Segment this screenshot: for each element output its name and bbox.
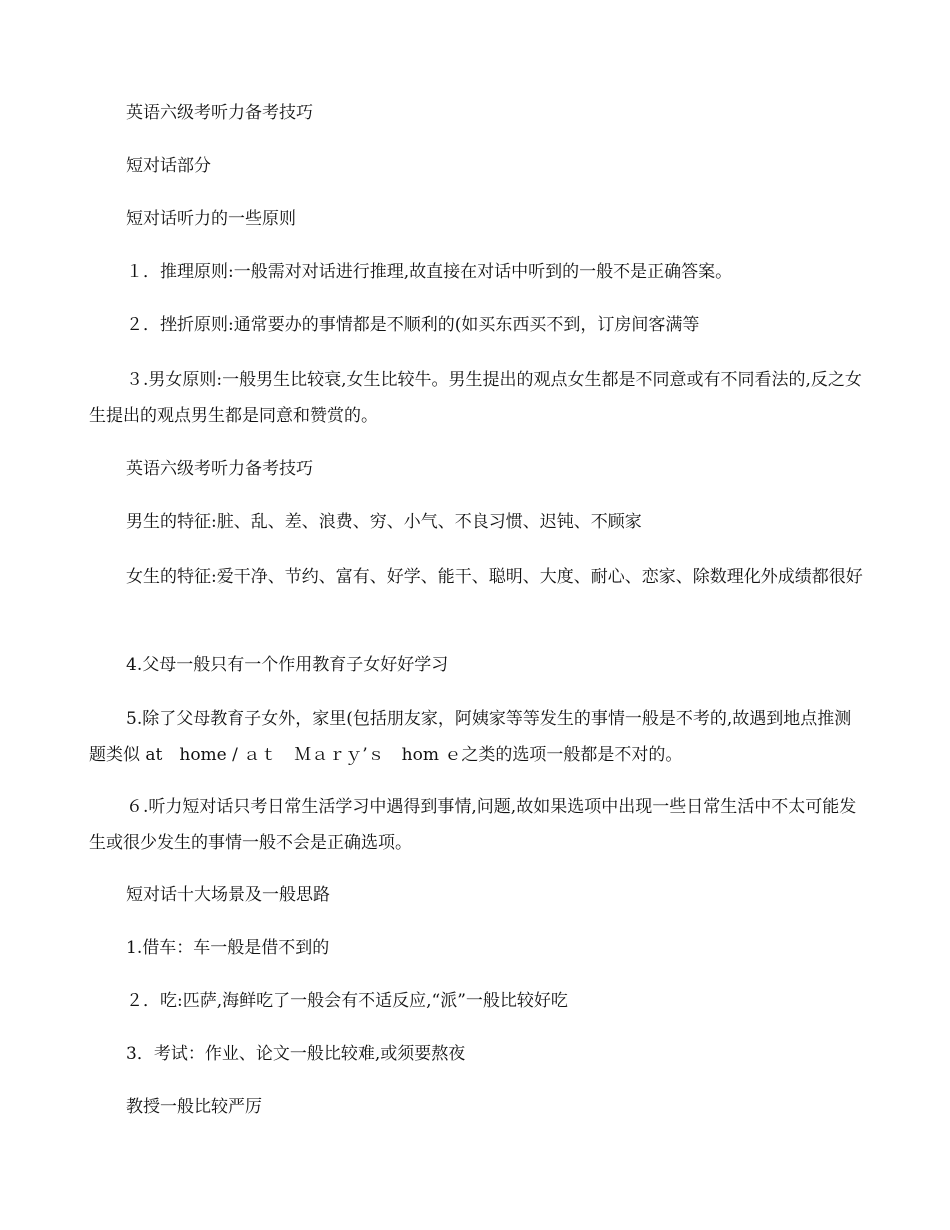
paragraph: ６.听力短对话只考日常生活学习中遇得到事情,问题,故如果选项中出现一些日常生活中不太可能发生或很少发生的事情一般不会是正确选项。 <box>89 797 857 853</box>
paragraph: ３.男女原则:一般男生比较衰,女生比较牛。男生提出的观点女生都是不同意或有不同看法的,反之女生提出的观点男生都是同意和赞赏的。 <box>89 370 862 426</box>
paragraph: 5.除了父母教育子女外，家里(包括朋友家，阿姨家等等发生的事情一般是不考的,故遇到地点推测题类似 at home / ａｔ Ｍａｒｙ’ｓ hom ｅ之类的选项一般都是不对的。 <box>89 709 852 765</box>
doc-title: 英语六级考听力备考技巧 <box>126 103 313 123</box>
paragraph: 1.借车：车一般是借不到的 <box>126 938 330 958</box>
paragraph: ２．挫折原则:通常要办的事情都是不顺利的(如买东西买不到，订房间客满等 <box>126 315 700 335</box>
paragraph: 女生的特征:爱干净、节约、富有、好学、能干、聪明、大度、耐心、恋家、除数理化外成绩都很好 <box>126 567 863 587</box>
paragraph: 4.父母一般只有一个作用教育子女好好学习 <box>126 655 449 675</box>
paragraph: ２．吃:匹萨,海鲜吃了一般会有不适反应,“派”一般比较好吃 <box>126 991 568 1011</box>
paragraph: 3．考试：作业、论文一般比较难,或须要熬夜 <box>126 1044 466 1064</box>
section-heading: 英语六级考听力备考技巧 <box>126 459 313 479</box>
section-heading: 短对话十大场景及一般思路 <box>126 885 330 905</box>
section-heading: 短对话部分 <box>126 156 211 176</box>
paragraph: 男生的特征:脏、乱、差、浪费、穷、小气、不良习惯、迟钝、不顾家 <box>126 512 642 532</box>
subsection-heading: 短对话听力的一些原则 <box>126 209 296 229</box>
paragraph: １．推理原则:一般需对对话进行推理,故直接在对话中听到的一般不是正确答案。 <box>126 262 733 282</box>
paragraph: 教授一般比较严厉 <box>126 1097 262 1117</box>
